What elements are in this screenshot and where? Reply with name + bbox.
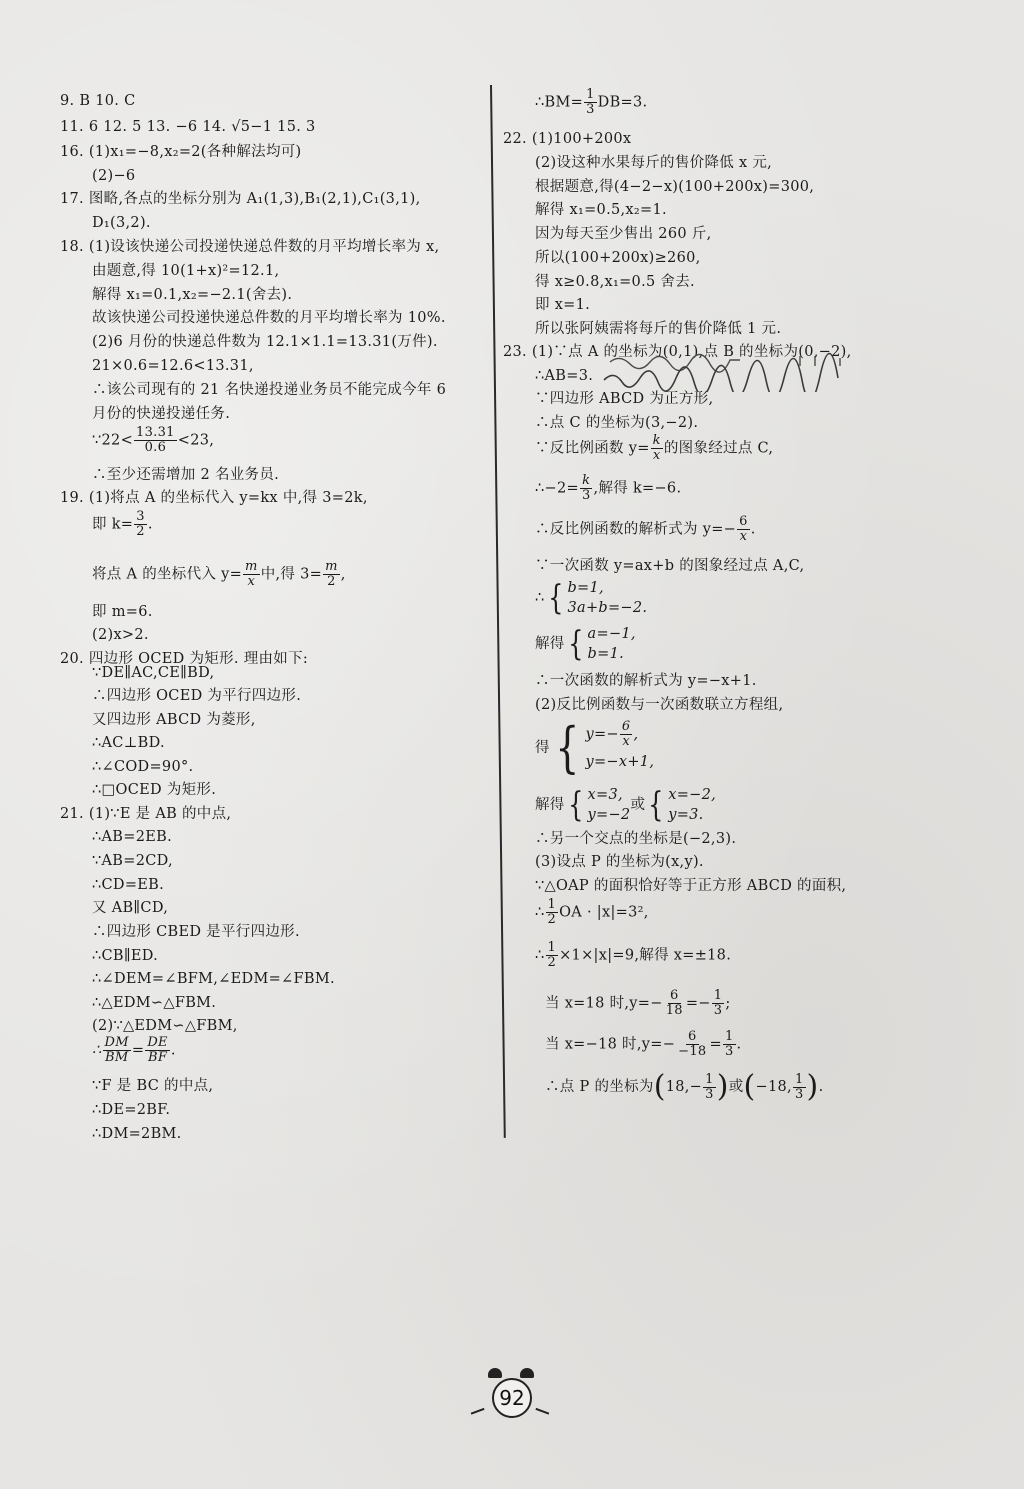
answer-line: 23. (1)∵点 A 的坐标为(0,1),点 B 的坐标为(0,−2), bbox=[503, 344, 852, 360]
answer-line: 11. 6 12. 5 13. −6 14. √5−1 15. 3 bbox=[60, 119, 316, 135]
fraction bbox=[676, 1030, 708, 1059]
answer-line-fraction bbox=[535, 88, 647, 117]
text: ∴ bbox=[535, 904, 545, 921]
answer-line: 因为每天至少售出 260 斤, bbox=[535, 226, 712, 242]
answer-line: (2)反比例函数与一次函数联立方程组, bbox=[535, 697, 784, 713]
answer-line: ∵AB=2CD, bbox=[92, 853, 173, 869]
fraction bbox=[664, 989, 685, 1018]
answer-line-system bbox=[535, 624, 636, 664]
fraction bbox=[323, 560, 340, 589]
denominator: 2 bbox=[327, 574, 336, 589]
numerator: DE bbox=[147, 1035, 168, 1050]
answer-line-system bbox=[535, 785, 716, 825]
equation: y=3. bbox=[668, 807, 704, 823]
text: ∴ bbox=[535, 947, 545, 964]
answer-line: ∴DM=2BM. bbox=[92, 1126, 182, 1142]
answer-line: 21. (1)∵E 是 AB 的中点, bbox=[60, 806, 232, 822]
fraction bbox=[243, 560, 260, 589]
answer-line: ∴∠COD=90°. bbox=[92, 759, 194, 775]
answer-line: ∴四边形 CBED 是平行四边形. bbox=[92, 924, 300, 940]
text: 将点 A 的坐标代入 y= bbox=[92, 566, 243, 583]
answer-line-fraction bbox=[535, 941, 731, 970]
answer-line: 即 m=6. bbox=[92, 604, 153, 620]
text: ∵22< bbox=[92, 432, 134, 449]
denominator: 3 bbox=[705, 1086, 714, 1102]
text: ; bbox=[725, 995, 731, 1012]
text: 解得 bbox=[535, 797, 565, 813]
text: =− bbox=[685, 995, 711, 1012]
equation: y=−x+1, bbox=[585, 754, 655, 770]
text: 得 bbox=[535, 739, 550, 756]
numerator: 1 bbox=[547, 897, 557, 912]
answer-line: (2)−6 bbox=[92, 168, 136, 184]
fraction bbox=[103, 1036, 131, 1065]
denominator: x bbox=[652, 448, 661, 463]
answer-line: ∵四边形 ABCD 为正方形, bbox=[535, 391, 714, 407]
numerator: 6 bbox=[688, 1029, 697, 1044]
answer-line-fraction bbox=[92, 560, 346, 589]
text: ×1×|x|=9,解得 x=±18. bbox=[559, 947, 732, 964]
text: −18, bbox=[755, 1079, 792, 1095]
numerator: 6 bbox=[621, 719, 631, 734]
text: 或 bbox=[728, 1079, 744, 1095]
text: OA · |x|=3², bbox=[559, 904, 649, 921]
denominator: 2 bbox=[136, 524, 145, 539]
answer-line: ∵一次函数 y=ax+b 的图象经过点 A,C, bbox=[535, 558, 805, 574]
answer-line: 由题意,得 10(1+x)²=12.1, bbox=[92, 263, 280, 279]
text: . bbox=[147, 516, 153, 533]
text: = bbox=[709, 1036, 722, 1053]
answer-line: 所以张阿姨需将每斤的售价降低 1 元. bbox=[535, 321, 782, 337]
answer-line: ∴AB=2EB. bbox=[92, 829, 172, 845]
brace: { bbox=[567, 785, 584, 825]
text: = bbox=[131, 1042, 145, 1059]
answer-line: 17. 图略,各点的坐标分别为 A₁(1,3),B₁(2,1),C₁(3,1), bbox=[60, 191, 421, 207]
fraction bbox=[620, 720, 633, 749]
numerator: 1 bbox=[586, 87, 595, 102]
equation bbox=[585, 720, 654, 749]
equation: x=−2, bbox=[668, 787, 717, 803]
answer-line-fraction bbox=[535, 898, 649, 927]
brace: { bbox=[547, 578, 564, 618]
answer-line: 解得 x₁=0.1,x₂=−2.1(舍去). bbox=[92, 287, 293, 303]
fraction bbox=[793, 1073, 806, 1102]
denominator: 3 bbox=[586, 102, 595, 117]
answer-line: ∴至少还需增加 2 名业务员. bbox=[92, 467, 280, 483]
answer-line: ∵△OAP 的面积恰好等于正方形 ABCD 的面积, bbox=[535, 878, 847, 894]
denominator: −18 bbox=[678, 1044, 707, 1059]
answer-line: 16. (1)x₁=−8,x₂=2(各种解法均可) bbox=[60, 144, 302, 160]
denominator: 2 bbox=[547, 912, 557, 927]
text: . bbox=[818, 1079, 824, 1095]
numerator: 1 bbox=[713, 988, 723, 1003]
brace: { bbox=[567, 624, 584, 664]
numerator: 6 bbox=[669, 988, 679, 1003]
denominator: x bbox=[739, 529, 748, 544]
denominator: 3 bbox=[713, 1003, 723, 1018]
numerator: 3 bbox=[136, 509, 145, 524]
numerator: 1 bbox=[547, 940, 557, 955]
answer-line: 9. B 10. C bbox=[60, 93, 136, 109]
text: . bbox=[750, 521, 756, 538]
text: y=− bbox=[585, 726, 619, 743]
denominator: x bbox=[622, 734, 630, 749]
text: 解得 bbox=[535, 636, 565, 652]
paren: ) bbox=[716, 1069, 729, 1104]
fraction bbox=[712, 989, 725, 1018]
paren: ( bbox=[653, 1069, 666, 1104]
clock-bell-icon bbox=[488, 1368, 502, 1378]
numerator: k bbox=[652, 433, 661, 448]
paren: ( bbox=[743, 1069, 756, 1104]
text: . bbox=[170, 1042, 176, 1059]
denominator: 3 bbox=[794, 1086, 804, 1102]
answer-line: ∴DE=2BF. bbox=[92, 1102, 171, 1118]
answer-line: ∵F 是 BC 的中点, bbox=[92, 1078, 214, 1094]
text: . bbox=[736, 1036, 742, 1053]
text: 或 bbox=[630, 797, 646, 813]
answer-line: 根据题意,得(4−2−x)(100+200x)=300, bbox=[535, 179, 815, 195]
answer-line-fraction bbox=[545, 1069, 824, 1104]
answer-line: ∴AC⊥BD. bbox=[92, 735, 165, 751]
answer-line: 故该快递公司投递快递总件数的月平均增长率为 10%. bbox=[92, 310, 446, 326]
fraction bbox=[723, 1030, 736, 1059]
text: 的图象经过点 C, bbox=[663, 440, 774, 457]
numerator: 1 bbox=[794, 1071, 804, 1087]
text: 当 x=−18 时,y=− bbox=[545, 1036, 676, 1053]
fraction bbox=[134, 510, 147, 539]
fraction bbox=[584, 88, 597, 117]
answer-line: 22. (1)100+200x bbox=[503, 131, 632, 147]
answer-line-system bbox=[535, 715, 655, 779]
text: <23, bbox=[177, 432, 215, 449]
answer-line: 所以(100+200x)≥260, bbox=[535, 250, 701, 266]
answer-line: 20. 四边形 OCED 为矩形. 理由如下: bbox=[60, 651, 309, 667]
answer-line-fraction bbox=[92, 426, 214, 455]
numerator: 1 bbox=[705, 1071, 714, 1087]
clock-leg-icon bbox=[471, 1408, 488, 1422]
handwriting-scribble bbox=[600, 352, 860, 392]
answer-line: 得 x≥0.8,x₁=0.5 舍去. bbox=[535, 274, 695, 290]
text: ∴−2= bbox=[535, 480, 579, 497]
answer-line: ∴四边形 OCED 为平行四边形. bbox=[92, 688, 302, 704]
text: 当 x=18 时,y=− bbox=[545, 995, 663, 1012]
answer-line: (2)6 月份的快递总件数为 12.1×1.1=13.31(万件). bbox=[92, 334, 438, 350]
answer-line: 18. (1)设该快递公司投递快递总件数的月平均增长率为 x, bbox=[60, 239, 440, 255]
text: ∴BM= bbox=[535, 94, 584, 111]
numerator: m bbox=[245, 559, 258, 574]
answer-line: D₁(3,2). bbox=[92, 215, 151, 231]
fraction bbox=[651, 434, 663, 463]
answer-line-fraction bbox=[92, 1036, 176, 1065]
denominator: x bbox=[247, 574, 256, 589]
text: , bbox=[633, 726, 639, 743]
answer-line: (2)x>2. bbox=[92, 627, 149, 643]
equation: x=3, bbox=[587, 787, 623, 803]
fraction bbox=[145, 1036, 170, 1065]
clock-bell-icon bbox=[520, 1368, 534, 1378]
answer-line: ∴点 C 的坐标为(3,−2). bbox=[535, 415, 699, 431]
answer-line: 解得 x₁=0.5,x₂=1. bbox=[535, 202, 667, 218]
answer-line: ∴△EDM∽△FBM. bbox=[92, 995, 217, 1011]
equation: b=1. bbox=[587, 646, 625, 662]
denominator: 3 bbox=[724, 1044, 734, 1059]
numerator: DM bbox=[104, 1035, 129, 1050]
denominator: 2 bbox=[547, 955, 557, 970]
answer-line: ∴AB=3. bbox=[535, 368, 594, 384]
answer-line: ∴CD=EB. bbox=[92, 877, 165, 893]
brace: { bbox=[648, 785, 664, 825]
brace: { bbox=[555, 715, 580, 779]
answer-line: 19. (1)将点 A 的坐标代入 y=kx 中,得 3=2k, bbox=[60, 490, 368, 506]
fraction bbox=[134, 426, 177, 455]
fraction bbox=[580, 474, 593, 503]
page-number: 92 bbox=[492, 1378, 532, 1418]
clock-leg-icon bbox=[533, 1408, 550, 1422]
answer-line-fraction bbox=[535, 434, 773, 463]
answer-line: ∴一次函数的解析式为 y=−x+1. bbox=[535, 673, 757, 689]
answer-line: (2)设这种水果每斤的售价降低 x 元, bbox=[535, 155, 773, 171]
equation: a=−1, bbox=[587, 626, 636, 642]
numerator: 1 bbox=[724, 1029, 734, 1044]
column-divider bbox=[490, 85, 506, 1138]
answer-line: (2)∵△EDM∽△FBM, bbox=[92, 1018, 238, 1034]
denominator: BF bbox=[147, 1050, 168, 1065]
text: ∵反比例函数 y= bbox=[535, 440, 650, 457]
text: ,解得 k=−6. bbox=[593, 480, 682, 497]
answer-line: ∴∠DEM=∠BFM,∠EDM=∠FBM. bbox=[92, 971, 335, 987]
text: 18,− bbox=[665, 1079, 703, 1095]
equation: 3a+b=−2. bbox=[567, 600, 648, 616]
numerator: k bbox=[582, 473, 591, 488]
fraction bbox=[546, 941, 559, 970]
answer-line-fraction bbox=[92, 510, 153, 539]
denominator: 0.6 bbox=[144, 440, 167, 455]
denominator: 18 bbox=[665, 1003, 683, 1018]
fraction bbox=[546, 898, 559, 927]
answer-line: 又四边形 ABCD 为菱形, bbox=[92, 712, 256, 728]
numerator: 6 bbox=[739, 514, 748, 529]
answer-line: ∵DE∥AC,CE∥BD, bbox=[92, 665, 215, 681]
answer-line: ∴□OCED 为矩形. bbox=[92, 782, 217, 798]
text: , bbox=[340, 566, 346, 583]
answer-line-fraction bbox=[535, 474, 681, 503]
answer-line-fraction bbox=[535, 515, 756, 544]
denominator: BM bbox=[104, 1050, 129, 1065]
page-number-badge bbox=[468, 1360, 558, 1430]
fraction bbox=[737, 515, 750, 544]
equation: y=−2 bbox=[587, 807, 631, 823]
text: ∴ bbox=[535, 590, 545, 606]
answer-line-fraction bbox=[545, 989, 731, 1018]
text: DB=3. bbox=[597, 94, 648, 111]
answer-line: 即 x=1. bbox=[535, 297, 591, 313]
answer-line: ∴该公司现有的 21 名快递投递业务员不能完成今年 6 bbox=[92, 382, 447, 398]
text: 中,得 3= bbox=[260, 566, 323, 583]
equation: b=1, bbox=[567, 580, 604, 596]
answer-line: ∴CB∥ED. bbox=[92, 948, 159, 964]
text: ∴反比例函数的解析式为 y=− bbox=[535, 521, 737, 538]
answer-line-fraction bbox=[545, 1030, 741, 1059]
text: 即 k= bbox=[92, 516, 134, 533]
answer-line: (3)设点 P 的坐标为(x,y). bbox=[535, 854, 704, 870]
numerator: 13.31 bbox=[136, 425, 175, 440]
text: ∴点 P 的坐标为 bbox=[545, 1079, 654, 1095]
paren: ) bbox=[806, 1069, 819, 1104]
answer-line: 又 AB∥CD, bbox=[92, 900, 169, 916]
denominator: 3 bbox=[581, 488, 591, 503]
answer-line: 21×0.6=12.6<13.31, bbox=[92, 358, 254, 374]
answer-line: ∴另一个交点的坐标是(−2,3). bbox=[535, 831, 737, 847]
text: ∴ bbox=[92, 1042, 102, 1059]
answer-line-system bbox=[535, 578, 647, 618]
numerator: m bbox=[325, 559, 338, 574]
fraction bbox=[703, 1073, 716, 1102]
answer-line: 月份的快递投递任务. bbox=[92, 406, 231, 422]
